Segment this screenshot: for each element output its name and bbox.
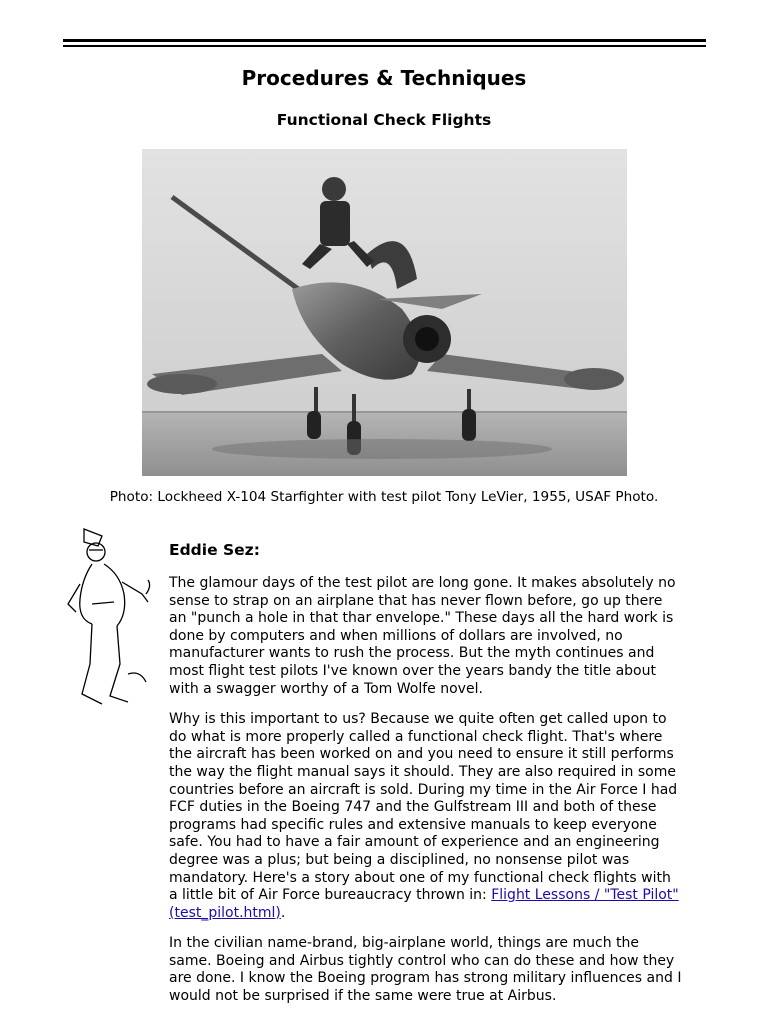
paragraph-3: In the civilian name-brand, big-airplane world, things are much the same. Boeing and Airbus tightly control who can do these and how they are done. I know the Boeing program has strong military influences and I would not be surprised if the same were true at Airbus. [169,935,682,1005]
eddie-cartoon-drawing [62,524,162,724]
top-rule-thin [63,45,706,47]
starfighter-photo [142,149,627,476]
top-rule-thick [63,39,706,42]
starfighter-illustration [142,149,627,476]
paragraph-2-text: Why is this important to us? Because we quite often get called upon to do what is more properly called a functional check flight. That's where the aircraft has been worked on and you need to ensure it still performs the way the flight manual says it should. They are also required in some countries before an aircraft is sold. During my time in the Air Force I had FCF duties in the Boeing 747 and the Gulfstream III and both of these programs had specific rules and extensive manuals to keep everyone safe. You had to have a fair amount of experience and an engineering degree was a plus; but being a disciplined, no nonsense pilot was mandatory. Here's a story about one of my functional check flights with a little bit of Air Force bureaucracy thrown in: [169,711,678,904]
page-subtitle: Functional Check Flights [276,111,492,129]
photo-caption: Photo: Lockheed X-104 Starfighter with test pilot Tony LeVier, 1955, USAF Photo. [109,489,659,505]
page-title: Procedures & Techniques [241,66,527,90]
paragraph-1: The glamour days of the test pilot are long gone. It makes absolutely no sense to strap on an airplane that has never flown before, go up there an "punch a hole in that thar envelope." These days all the hard work is done by computers and when millions of dollars are involved, no manufacturer wants to rush the process. But the myth continues and most flight test pilots I've known over the years bandy the title about with a swagger worthy of a Tom Wolfe novel. [169,575,676,697]
test-pilot-link[interactable]: Flight Lessons / "Test Pilot" (test_pilot.html) [169,887,679,921]
paragraph-2 [169,711,682,922]
paragraph-2-end: . [280,904,286,921]
eddie-cartoon [62,524,162,724]
eddie-sez-heading: Eddie Sez: [169,541,260,559]
article-body [169,575,682,1019]
